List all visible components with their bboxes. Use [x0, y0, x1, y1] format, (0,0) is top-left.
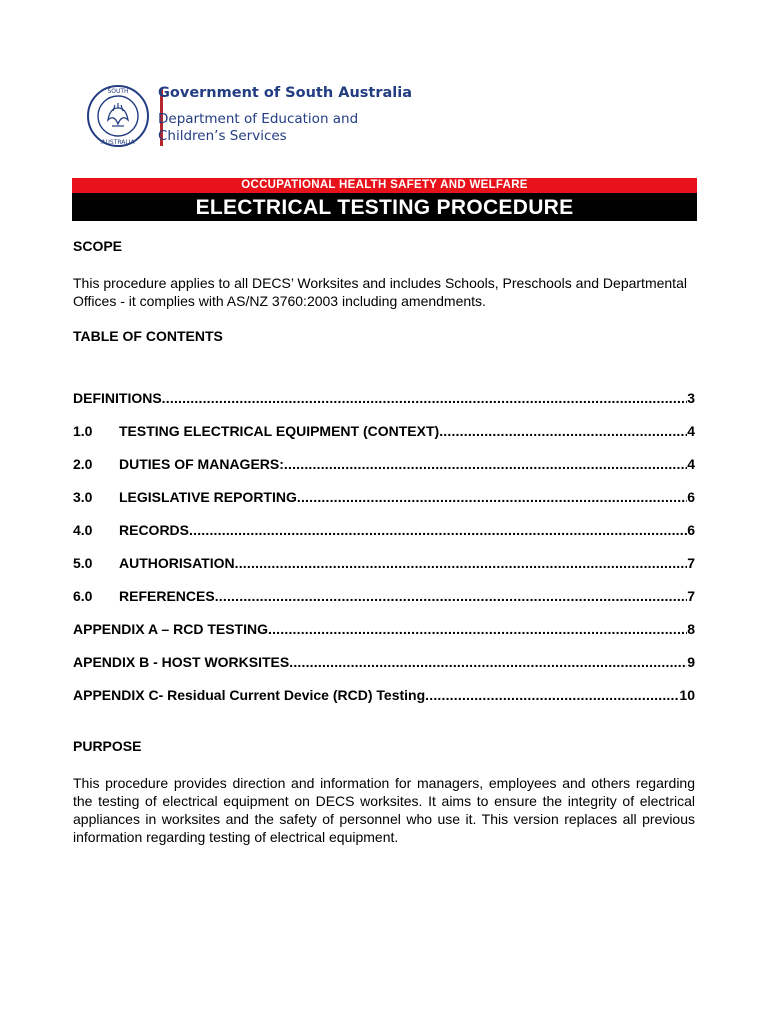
toc-entry[interactable]: [73, 522, 695, 555]
toc-entry-page: 6: [687, 489, 695, 505]
toc-entry-title: TESTING ELECTRICAL EQUIPMENT (CONTEXT): [119, 423, 440, 439]
toc-entry-title: LEGISLATIVE REPORTING: [119, 489, 297, 505]
banner-subtitle: OCCUPATIONAL HEALTH SAFETY AND WELFARE: [72, 178, 697, 193]
toc-entry[interactable]: [73, 621, 695, 654]
government-logo: [86, 84, 412, 150]
toc-entry-page: 7: [687, 555, 695, 571]
toc-entry-title: REFERENCES: [119, 588, 215, 604]
toc-entry[interactable]: [73, 390, 695, 423]
toc-entry-number: 3.0: [73, 489, 93, 505]
department-name-line-1: Department of Education and: [158, 111, 359, 127]
purpose-heading: PURPOSE: [73, 738, 142, 754]
toc-dot-leader: [268, 621, 687, 637]
toc-entry-page: 6: [687, 522, 695, 538]
svg-text:AUSTRALIA: AUSTRALIA: [101, 139, 135, 146]
toc-entry[interactable]: [73, 654, 695, 687]
toc-dot-leader: [297, 489, 687, 505]
toc-dot-leader: [189, 522, 687, 538]
toc-entry-title: AUTHORISATION: [119, 555, 235, 571]
toc-entry-page: 9: [687, 654, 695, 670]
toc-entry-title: DEFINITIONS: [73, 390, 162, 406]
toc-entry-page: 8: [687, 621, 695, 637]
document-title: ELECTRICAL TESTING PROCEDURE: [72, 193, 697, 221]
svg-text:SOUTH: SOUTH: [107, 88, 129, 95]
toc-entry-page: 3: [687, 390, 695, 406]
toc-heading: TABLE OF CONTENTS: [73, 328, 223, 344]
toc-entry-title: APENDIX B - HOST WORKSITES: [73, 654, 290, 670]
toc-dot-leader: [439, 423, 687, 439]
purpose-text: This procedure provides direction and information for managers, employees and others regarding the testing of electrical equipment on DECS worksites. It aims to ensure the integrity of electrical appliances in worksites and the safety of personnel who use it. This version replaces all previous information regarding testing of electrical equipment.: [73, 775, 695, 845]
toc-entry-page: 4: [687, 456, 695, 472]
table-of-contents: [73, 390, 695, 720]
toc-entry[interactable]: [73, 588, 695, 621]
toc-entry-page: 4: [687, 423, 695, 439]
government-name: Government of South Australia: [158, 85, 412, 101]
department-name-line-2: Children’s Services: [158, 128, 287, 144]
toc-entry-number: 6.0: [73, 588, 93, 604]
toc-entry-page: 10: [679, 687, 695, 703]
toc-entry-title: RECORDS: [119, 522, 190, 538]
toc-dot-leader: [425, 687, 679, 703]
toc-entry[interactable]: [73, 555, 695, 588]
toc-entry[interactable]: [73, 687, 695, 720]
toc-dot-leader: [284, 456, 687, 472]
toc-entry-number: 5.0: [73, 555, 93, 571]
scope-text: This procedure applies to all DECS’ Worksites and includes Schools, Preschools and Departmental Offices - it complies with AS/NZ 3760:2003 including amendments.: [73, 275, 687, 309]
toc-entry[interactable]: [73, 456, 695, 489]
toc-entry-number: 4.0: [73, 522, 93, 538]
toc-entry-number: 1.0: [73, 423, 93, 439]
toc-entry-title: APPENDIX A – RCD TESTING: [73, 621, 268, 637]
toc-entry-title: APPENDIX C- Residual Current Device (RCD) Testing: [73, 687, 426, 703]
toc-entry-title: DUTIES OF MANAGERS:: [119, 456, 284, 472]
toc-entry-number: 2.0: [73, 456, 93, 472]
toc-entry[interactable]: [73, 489, 695, 522]
toc-dot-leader: [162, 390, 688, 406]
toc-entry[interactable]: [73, 423, 695, 456]
toc-dot-leader: [235, 555, 688, 571]
toc-dot-leader: [289, 654, 687, 670]
scope-heading: SCOPE: [73, 238, 123, 254]
toc-dot-leader: [215, 588, 688, 604]
south-australia-seal-icon: [86, 84, 150, 148]
toc-entry-page: 7: [687, 588, 695, 604]
